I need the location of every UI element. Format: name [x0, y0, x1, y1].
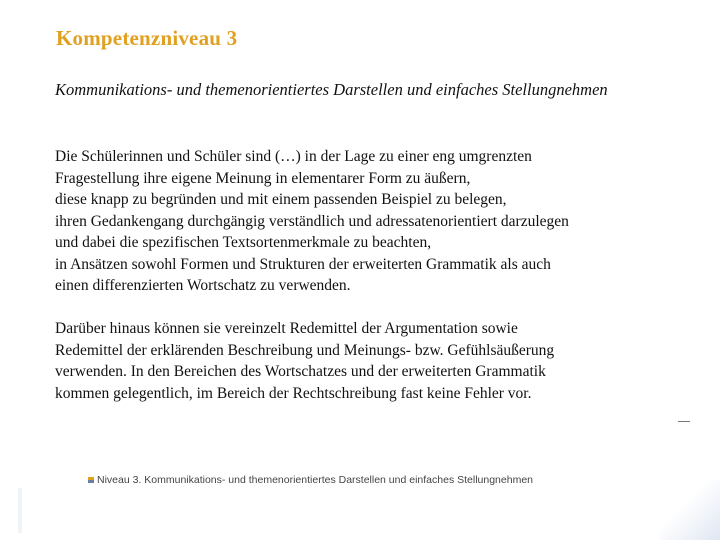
- paragraph-line: ihren Gedankengang durchgängig verständlich und adressatenorientiert darzulegen: [55, 212, 569, 230]
- subtitle-line: Stellungnehmen: [502, 80, 608, 99]
- paragraph-line: Die Schülerinnen und Schüler sind (…) in der Lage zu einer eng umgrenzten: [55, 148, 532, 165]
- paragraph-line: in Ansätzen sowohl Formen und Strukturen der erweiterten Grammatik als auch: [55, 255, 551, 273]
- additional-paragraph: [55, 318, 695, 404]
- subtitle: [55, 79, 675, 101]
- divider-dash: [678, 421, 690, 422]
- paragraph-line: und dabei die spezifischen Textsortenmerkmale zu beachten,: [55, 234, 432, 251]
- slide-footer: [88, 473, 533, 487]
- paragraph-line: Fragestellung ihre eigene Meinung in elementarer Form zu äußern,: [55, 169, 471, 187]
- slide-title: Kompetenzniveau 3: [56, 26, 238, 50]
- corner-decoration: [660, 480, 720, 540]
- paragraph-line: Darüber hinaus können sie vereinzelt Redemittel der Argumentation sowie: [55, 320, 518, 337]
- paragraph-line: einen differenzierten Wortschatz zu verwenden.: [55, 277, 351, 294]
- subtitle-line: Kommunikations- und themenorientiertes Darstellen und einfaches: [55, 80, 499, 99]
- decorative-bar: [18, 488, 22, 533]
- paragraph-line: verwenden. In den Bereichen des Wortschatzes und der erweiterten Grammatik: [55, 363, 546, 380]
- paragraph-line: diese knapp zu begründen und mit einem passenden Beispiel zu belegen,: [55, 191, 507, 208]
- footer-text: Niveau 3. Kommunikations- und themenorientiertes Darstellen und einfaches Stellungnehmen: [97, 474, 534, 486]
- paragraph-line: Redemittel der erklärenden Beschreibung und Meinungs- bzw. Gefühlsäußerung: [55, 341, 555, 359]
- paragraph-line: kommen gelegentlich, im Bereich der Rechtschreibung fast keine Fehler vor.: [55, 384, 532, 402]
- bullet-square-icon: [88, 477, 94, 483]
- competence-paragraph: [55, 146, 695, 297]
